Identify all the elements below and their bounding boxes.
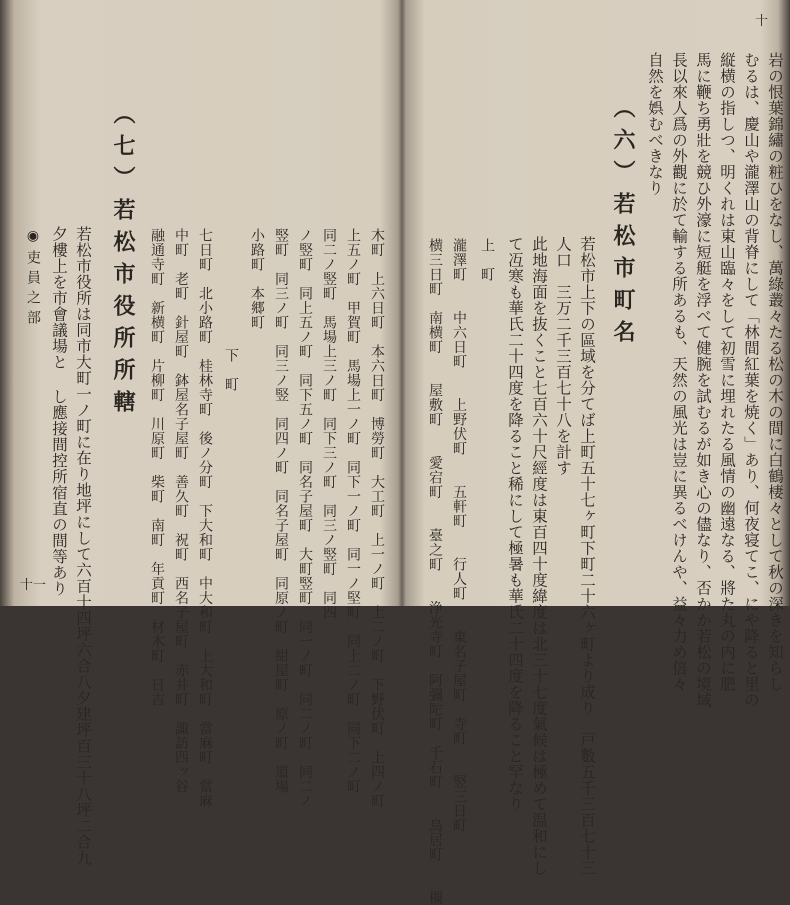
section-body-line: 若松市上下の區域を分てば上町五十七ヶ町下町二十六ヶ町より成り 戸數五千三百七十三	[578, 236, 596, 876]
right-page	[405, 0, 790, 905]
sub-heading: ◉吏員之部	[25, 228, 41, 330]
upper-town-label: 上 町	[479, 238, 495, 282]
town-row: 中町 老町 針屋町 鉢屋名子屋町 善久町 祝町 西名子屋町 赤井町 諏訪四ッ谷	[173, 228, 189, 794]
text-line: 馬に鞭ち勇壯を競ひ外濠に短艇を浮べて健腕を試むるが如き心の儘なり、否かか若松の境域	[694, 52, 712, 708]
section-body-line: 人口 三万二千三百七十八を計す	[554, 236, 572, 476]
town-row: 横三日町 南横町 屋敷町 愛宕町 臺之町 浄光寺町 阿彌陀町 千石町 鳥居町 槻	[427, 238, 443, 905]
left-page	[0, 0, 400, 866]
section-body-line: 若松市役所は同市大町一ノ町に在り地坪にして六百十四坪六合八夕建坪百三十八坪二合九	[74, 226, 92, 866]
section-title: （七）若松市役所所轄	[110, 102, 136, 422]
text-line: 岩の恨葉錦繡の粧ひをなし、萬綠叢々たる松の木の間に白鶴棲々として秋の深きを知らし	[766, 52, 784, 692]
town-row: 上五ノ町 甲賀町 馬場上一ノ町 同下一ノ町 同一ノ堅町 同上二ノ町 同下二ノ町	[345, 228, 361, 794]
section-title: （六）若松市町名	[610, 96, 636, 352]
town-row: 融通寺町 新横町 片柳町 川原町 柴町 南町 年貢町 材木町 日吉	[149, 228, 165, 707]
town-row: 竪町 同三ノ町 同三ノ竪 同四ノ町 同名子屋町 同原ノ町 紺屋町 原ノ町 道場	[273, 228, 289, 794]
section-body-line: て冱寒も華氏二十四度を降ること稀にして極暑も華氏二十四度を降ること罕なり	[506, 236, 524, 812]
town-row: 七日町 北小路町 桂林寺町 後ノ分町 下大和町 中大和町 上大和町 當麻町 當麻	[197, 228, 213, 808]
text-line: 長以來人爲の外觀に於て輸する所あるも、天然の風光は豈に異るべけんや、益々力め倍々	[670, 52, 688, 692]
section-body-line: 夕樓上を市會議場と し應接間控所宿直の間等あり	[50, 226, 68, 597]
town-row: 小路町 本郷町	[249, 228, 265, 330]
town-row: 瀧澤町 中六日町 上野伏町 五軒町 行人町 東名子屋町 寺町 竪三日町	[451, 238, 467, 833]
lower-town-label: 下 町	[223, 348, 239, 392]
town-row: 同二ノ竪町 馬場上三ノ町 同下三ノ町 同三ノ竪町 同四	[321, 228, 337, 620]
section-body-line: 此地海面を抜くこと七百六十尺經度は東百四十度緯度は北三十七度氣候は極めて温和にし	[530, 236, 548, 876]
page-number-right: 十	[755, 14, 769, 29]
text-line: 縦横の指しつ、明くれは東山臨々をして初雪に埋れたる風情の幽遠なる、將た丸の内に肥	[718, 52, 736, 692]
town-row: 木町 上六日町 本六日町 博勞町 大工町 上一ノ町 上二ノ町 下野伏町 上四ノ町	[369, 228, 385, 808]
text-line: 自然を娯むべきなり	[646, 52, 664, 196]
town-row: ノ竪町 同上五ノ町 同下五ノ町 同名子屋町 大町竪町 同一ノ町 同二ノ町 同二ノ	[297, 228, 313, 808]
page-number-left: 十一	[20, 578, 47, 593]
text-line: むるは、慶山や瀧澤山の背脊にして「林間紅葉を焼く」あり、何夜寝てこ、にや降ると里の	[742, 52, 760, 708]
